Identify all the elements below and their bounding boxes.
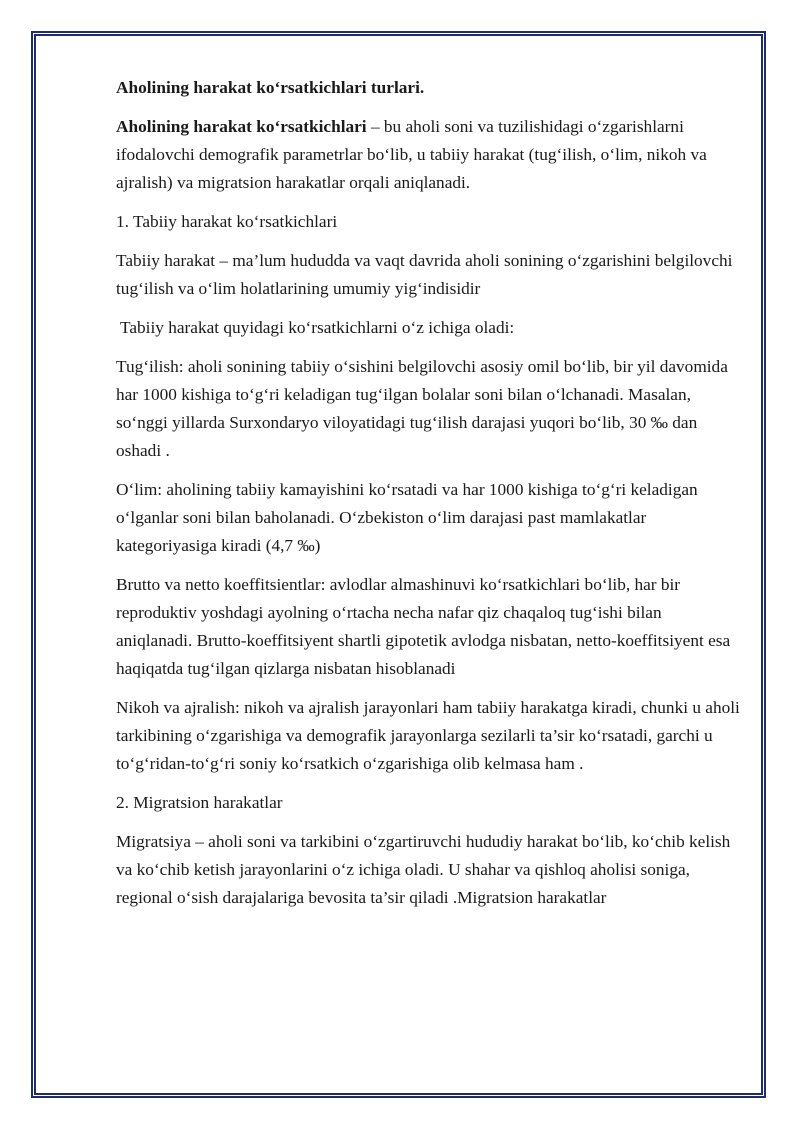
death-paragraph: O‘lim: aholining tabiiy kamayishini ko‘rsatadi va har 1000 kishiga to‘g‘ri keladigan o‘lganlar soni bilan baholanadi. O‘zbekiston o‘lim darajasi past mamlakatlar kategoriyasiga kiradi (4,7 ‰)	[116, 480, 698, 555]
section1-lead: Tabiiy harakat quyidagi ko‘rsatkichlarni o‘z ichiga oladi:	[120, 318, 515, 337]
document-body	[116, 74, 742, 923]
coefficients-paragraph: Brutto va netto koeffitsientlar: avlodlar almashinuvi ko‘rsatkichlari bo‘lib, har bir reproduktiv yoshdagi ayolning o‘rtacha necha nafar qiz chaqaloq tug‘ishi bilan aniqlanadi. Brutto-koeffitsiyent shartli gipotetik avlodga nisbatan, netto-koeffitsiyent esa haqiqatda tug‘ilgan qizlarga nisbatan hisoblanadi	[116, 575, 731, 678]
section1-heading: 1. Tabiiy harakat ko‘rsatkichlari	[116, 212, 338, 231]
section2-heading: 2. Migratsion harakatlar	[116, 793, 283, 812]
document-title: Aholining harakat ko‘rsatkichlari turlari.	[116, 78, 425, 97]
intro-paragraph	[116, 113, 742, 197]
marriage-paragraph: Nikoh va ajralish: nikoh va ajralish jarayonlari ham tabiiy harakatga kiradi, chunki u aholi tarkibining o‘zgarishiga va demografik jarayonlarga sezilarli ta’sir ko‘rsatadi, garchi u to‘g‘ridan-to‘g‘ri soniy ko‘rsatkich o‘zgarishiga olib kelmasa ham .	[116, 698, 740, 773]
intro-term: Aholining harakat ko‘rsatkichlari	[116, 117, 367, 136]
birth-paragraph: Tug‘ilish: aholi sonining tabiiy o‘sishini belgilovchi asosiy omil bo‘lib, bir yil davomida har 1000 kishiga to‘g‘ri keladigan tug‘ilgan bolalar soni bilan o‘lchanadi. Masalan, so‘nggi yillarda Surxondaryo viloyatidagi tug‘ilish darajasi yuqori bo‘lib, 30 ‰ dan oshadi .	[116, 357, 728, 460]
section1-definition: Tabiiy harakat – ma’lum hududda va vaqt davrida aholi sonining o‘zgarishini belgilovchi tug‘ilish va o‘lim holatlarining umumiy yig‘indisidir	[116, 251, 733, 298]
migration-paragraph: Migratsiya – aholi soni va tarkibini o‘zgartiruvchi hududiy harakat bo‘lib, ko‘chib kelish va ko‘chib ketish jarayonlarini o‘z ichiga oladi. U shahar va qishloq aholisi soniga, regional o‘sish darajalariga bevosita ta’sir qiladi .Migratsion harakatlar	[116, 832, 731, 907]
intro-rest: – bu aholi soni va tuzilishidagi o‘zgarishlarni ifodalovchi demografik parametrlar bo‘lib, u tabiiy harakat (tug‘ilish, o‘lim, nikoh va ajralish) va migratsion harakatlar orqali aniqlanadi.	[116, 117, 707, 192]
